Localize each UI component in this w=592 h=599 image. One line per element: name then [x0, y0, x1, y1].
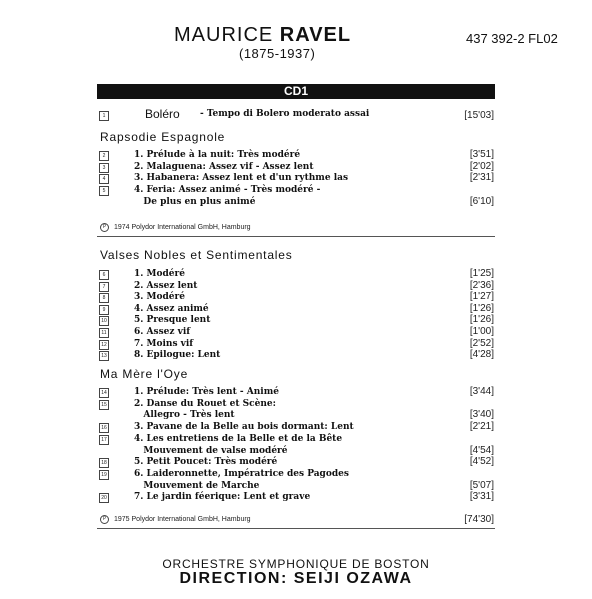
track-number: 7: [99, 282, 109, 292]
track-time: [5'07]: [469, 479, 494, 491]
track-title: Mouvement de Marche: [134, 480, 260, 491]
track-time: [2'21]: [469, 421, 494, 433]
track-time: [1'27]: [469, 291, 494, 303]
track-time: [4'52]: [469, 456, 494, 468]
track-title: 4. Feria: Assez animé - Très modéré -: [134, 185, 321, 196]
track-number: 15: [99, 400, 109, 410]
track-time: [3'40]: [469, 409, 494, 421]
track-number: 6: [99, 270, 109, 280]
track-number: 18: [99, 458, 109, 468]
orchestra-name: ORCHESTRE SYMPHONIQUE DE BOSTON: [162, 557, 430, 571]
phonogram-copyright-icon: P: [100, 515, 109, 524]
track-title: 3. Modéré: [134, 292, 185, 303]
composer-last-name: RAVEL: [279, 24, 352, 46]
catalog-number: 437 392-2 FL02: [466, 31, 558, 46]
track-number: 14: [99, 388, 109, 398]
track-number: 20: [99, 493, 109, 503]
track-title: 3. Pavane de la Belle au bois dormant: Lent: [134, 422, 354, 433]
track-number: 3: [99, 163, 109, 173]
track-time: [4'54]: [469, 444, 494, 456]
track-time: [4'28]: [469, 349, 494, 361]
track-time: [3'51]: [469, 149, 494, 160]
track-title: 6. Laideronnette, Impératrice des Pagodes: [134, 468, 349, 479]
track-time: [6'10]: [469, 195, 494, 207]
total-time: [74'30]: [464, 514, 494, 525]
track-title: 4. Les entretiens de la Belle et de la Bête: [134, 433, 343, 444]
track-title: 1. Prélude: Très lent - Animé: [134, 387, 279, 397]
track-time: [1'26]: [469, 314, 494, 326]
track-title: 2. Malaguena: Assez vif - Assez lent: [134, 161, 314, 172]
track-title: 1. Modéré: [134, 269, 185, 279]
track-title: 2. Assez lent: [134, 280, 198, 291]
track-title: De plus en plus animé: [134, 196, 256, 207]
track-title: 8. Epilogue: Lent: [134, 350, 221, 361]
track-time: [3'44]: [469, 386, 494, 397]
track-title: 6. Assez vif: [134, 327, 191, 337]
conductor-credit: DIRECTION: SEIJI OZAWA: [179, 570, 413, 587]
track-time: [1'26]: [469, 302, 494, 314]
track-number: 4: [99, 174, 109, 184]
track-number: 2: [99, 151, 109, 161]
track-number: 11: [99, 328, 109, 338]
track-title: 5. Presque lent: [134, 315, 211, 326]
divider: [97, 528, 495, 529]
copyright-notice: 1974 Polydor International GmbH, Hamburg: [114, 224, 251, 231]
track-title: 4. Assez animé: [134, 303, 209, 314]
track-time: [2'31]: [469, 172, 494, 184]
track-title: 7. Le jardin féerique: Lent et grave: [134, 492, 311, 503]
phonogram-copyright-icon: P: [100, 223, 109, 232]
track-number: 12: [99, 340, 109, 350]
track-time: [1'00]: [469, 326, 494, 337]
bolero-title: Boléro: [145, 107, 180, 121]
track-title: 7. Moins vif: [134, 338, 194, 349]
track-title: 5. Petit Poucet: Très modéré: [134, 457, 278, 468]
composer-name: [174, 24, 351, 47]
track-time: [1'25]: [469, 268, 494, 279]
track-number: 8: [99, 293, 109, 303]
track-time: [2'36]: [469, 279, 494, 291]
track-title: 1. Prélude à la nuit: Très modéré: [134, 150, 301, 160]
track-title: Allegro - Très lent: [134, 410, 235, 421]
divider: [97, 236, 495, 237]
track-number: 13: [99, 351, 109, 361]
track-title: 2. Danse du Rouet et Scène:: [134, 398, 276, 409]
track-time: [2'52]: [469, 337, 494, 349]
track-number: 9: [99, 305, 109, 315]
cd-label-bar: CD1: [97, 84, 495, 99]
track-title: Mouvement de valse modéré: [134, 445, 288, 456]
track-number: 17: [99, 435, 109, 445]
copyright-notice: 1975 Polydor International GmbH, Hamburg: [114, 516, 251, 523]
composer-first-name: MAURICE: [174, 24, 280, 46]
composer-dates: (1875-1937): [239, 46, 316, 61]
track-number: 10: [99, 316, 109, 326]
track-number: 1: [99, 111, 109, 121]
track-time: [3'31]: [469, 491, 494, 503]
section-heading-oye: Ma Mère l'Oye: [100, 367, 189, 381]
track-time: [15'03]: [464, 110, 494, 121]
track-number: 19: [99, 470, 109, 480]
bolero-tempo: - Tempo di Bolero moderato assai: [200, 109, 370, 119]
section-heading-rapsodie: Rapsodie Espagnole: [100, 130, 226, 144]
track-title: 3. Habanera: Assez lent et d'un rythme las: [134, 173, 349, 184]
track-time: [2'02]: [469, 160, 494, 172]
section-heading-valses: Valses Nobles et Sentimentales: [100, 248, 293, 262]
track-number: 5: [99, 186, 109, 196]
track-number: 16: [99, 423, 109, 433]
